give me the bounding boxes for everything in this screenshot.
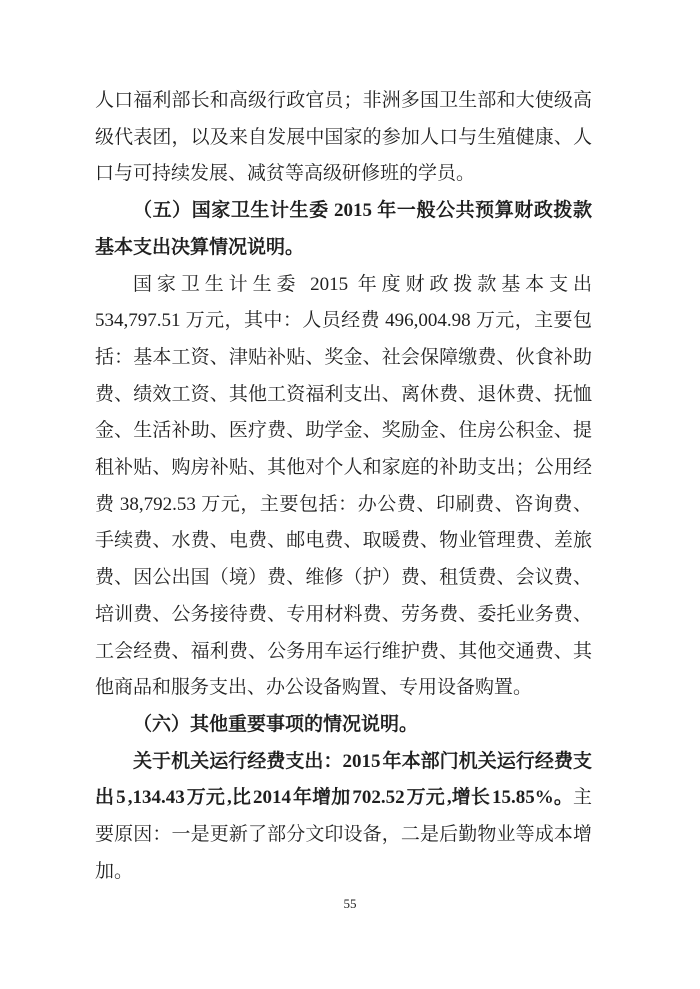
continuation-paragraph-segment: 人口福利部长和高级行政官员；非洲多国卫生部和大使级高级代表团，以及来自发展中国家的参加人口与生殖健康、人口与可持续发展、减贫等高级研修班的学员。 bbox=[95, 90, 592, 185]
document-body bbox=[95, 83, 592, 890]
page-number: 55 bbox=[343, 896, 357, 911]
section-6-body-segment: 关于机关运行经费支出：2015 年本部门机关运行经费支出 5 ,134.43 万元 ,比 2014 年增加 702.52 万元 ,增长 15.85%。 bbox=[95, 750, 592, 809]
section-6-heading bbox=[95, 707, 592, 744]
section-5-body bbox=[95, 267, 592, 707]
section-6-heading-segment: （六）其他重要事项的情况说明。 bbox=[133, 713, 419, 735]
section-6-body-segment: 主要原因：一是更新了部分文印设备，二是后勤物业等成本增加。 bbox=[95, 787, 592, 882]
section-5-body-segment: 国家卫生计生委 2015 年度财政拨款基本支出 534,797.51 万元，其中：人员经费 496,004.98 万元，主要包括：基本工资、津贴补贴、奖金、社会保障缴费、伙食补助费、绩效工资、其他工资福利支出、离休费、退休费、抚恤金、生活补助、医疗费、助学金、奖励金、住房公积金、提租补贴、购房补贴、其他对个人和家庭的补助支出；公用经费 38,792.53 万元，主要包括：办公费、印刷费、咨询费、手续费、水费、电费、邮电费、取暖费、物业管理费、差旅费、因公出国（境）费、维修（护）费、租赁费、会议费、培训费、公务接待费、专用材料费、劳务费、委托业务费、工会经费、福利费、公务用车运行维护费、其他交通费、其他商品和服务支出、办公设备购置、专用设备购置。 bbox=[95, 273, 592, 699]
section-5-heading bbox=[95, 193, 592, 266]
section-6-body bbox=[95, 744, 592, 891]
section-5-heading-segment: （五）国家卫生计生委 2015 年一般公共预算财政拨款基本支出决算情况说明。 bbox=[95, 200, 592, 258]
continuation-paragraph bbox=[95, 83, 592, 193]
